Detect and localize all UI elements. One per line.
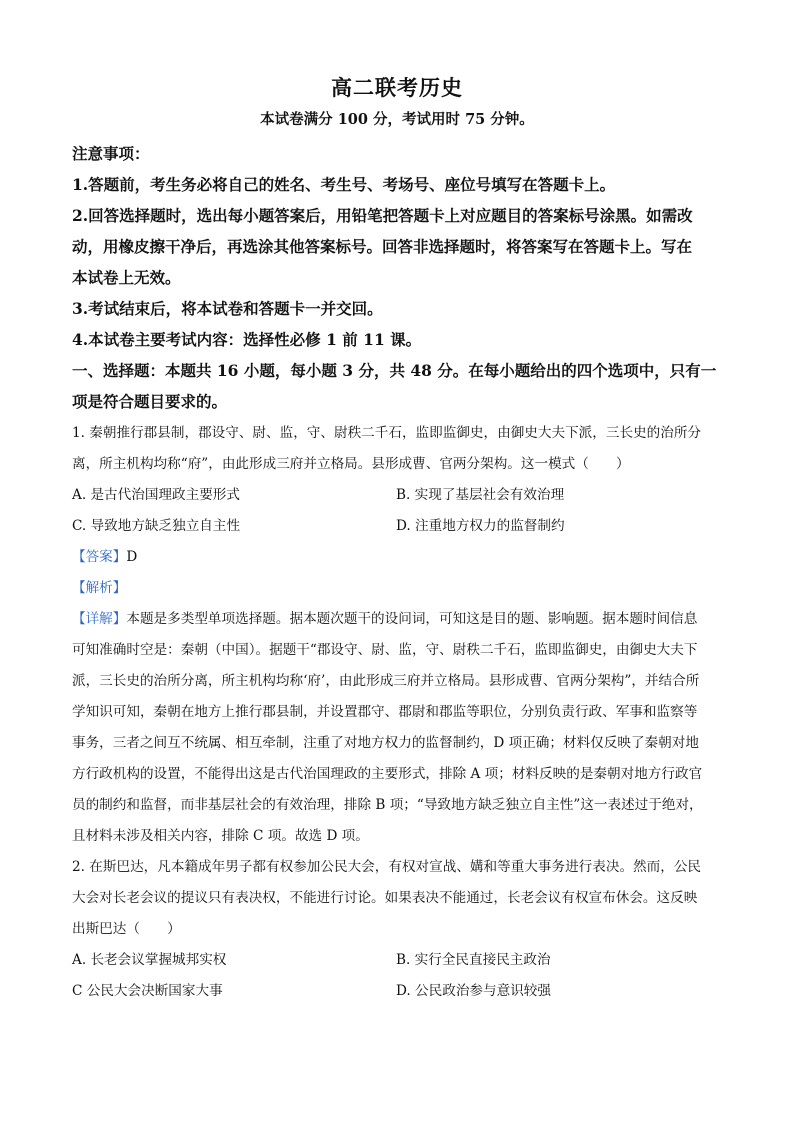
- detail-line: 方行政机构的设置，不能得出这是古代治国理政的主要形式，排除 A 项；材料反映的是秦朝对地方行政官: [72, 766, 703, 782]
- options-row: [72, 480, 722, 511]
- question-stem-line: 离，所主机构均称“府”，由此形成三府并立格局。县形成曹、官两分架构。这一模式（ ）: [72, 456, 630, 472]
- option-a: A. 是古代治国理政主要形式: [72, 487, 240, 503]
- options-row: [72, 976, 722, 1007]
- section-heading-line: 项是符合题目要求的。: [72, 392, 228, 411]
- question-2: [72, 852, 722, 1007]
- notice-item: 动，用橡皮擦干净后，再选涂其他答案标号。回答非选择题时，将答案写在答题卡上。写在: [72, 237, 693, 256]
- analysis-line: [72, 573, 722, 604]
- question-stem-line: 出斯巴达（ ）: [72, 921, 181, 937]
- analysis-label: 【解析】: [72, 580, 127, 596]
- options-row: [72, 511, 722, 542]
- notice-item: 4.本试卷主要考试内容：选择性必修 1 前 11 课。: [72, 330, 422, 349]
- question-stem-line: 1. 秦朝推行郡县制，郡设守、尉、监，守、尉秩二千石，监即监御史，由御史大夫下派，三长史的治所分: [72, 425, 702, 441]
- option-a: A. 长老会议掌握城邦实权: [72, 952, 227, 968]
- detail-label: 【详解】: [72, 611, 127, 627]
- answer-line: [72, 542, 722, 573]
- notice-heading: 注意事项：: [72, 144, 150, 163]
- detail-line: 可知准确时空是：秦朝（中国）。据题干“郡设守、尉、监，守、尉秩二千石，监即监御史，由御史大夫下: [72, 642, 698, 658]
- question-stem-line: 2. 在斯巴达，凡本籍成年男子都有权参加公民大会，有权对宣战、媾和等重大事务进行表决。然而，公民: [72, 859, 702, 875]
- page-subtitle: 本试卷满分 100 分，考试用时 75 分钟。: [260, 111, 534, 128]
- option-d: D. 公民政治参与意识较强: [396, 983, 551, 999]
- option-d: D. 注重地方权力的监督制约: [396, 518, 565, 534]
- answer-value: D: [126, 549, 138, 565]
- notice-item: 1.答题前，考生务必将自己的姓名、考生号、考场号、座位号填写在答题卡上。: [72, 175, 616, 194]
- detail-line: 且材料未涉及相关内容，排除 C 项。故选 D 项。: [72, 828, 369, 844]
- options-row: [72, 945, 722, 976]
- notice-item: 本试卷上无效。: [72, 268, 181, 287]
- option-c: C 公民大会决断国家大事: [72, 983, 223, 999]
- question-stem-line: 大会对长老会议的提议只有表决权，不能进行讨论。如果表决不能通过，长老会议有权宣布休会。这反映: [72, 890, 698, 906]
- page-title: 高二联考历史: [331, 76, 463, 100]
- option-c: C. 导致地方缺乏独立自主性: [72, 518, 241, 534]
- detail-text: 本题是多类型单项选择题。据本题次题干的设问词，可知这是目的题、影响题。据本题时间信息: [126, 611, 698, 627]
- section-heading-line: 一、选择题：本题共 16 小题，每小题 3 分，共 48 分。在每小题给出的四个选项中，只有一: [72, 361, 717, 380]
- option-b: B. 实行全民直接民主政治: [396, 952, 551, 968]
- detail-line: 事务，三者之间互不统属、相互牵制，注重了对地方权力的监督制约，D 项正确；材料仅反映了秦朝对地: [72, 735, 699, 751]
- detail-line: 员的制约和监督，而非基层社会的有效治理，排除 B 项；“导致地方缺乏独立自主性”这一表述过于绝对，: [72, 797, 703, 813]
- notice-item: 3.考试结束后，将本试卷和答题卡一并交回。: [72, 299, 383, 318]
- detail-line: 学知识可知，秦朝在地方上推行郡县制，并设置郡守、郡尉和郡监等职位，分别负责行政、军事和监察等: [72, 704, 698, 720]
- question-1: [72, 418, 722, 852]
- detail-line: 派，三长史的治所分离，所主机构均称‘府’，由此形成三府并立格局。县形成曹、官两分架构”，并结合所: [72, 673, 700, 689]
- notice-section: [72, 138, 722, 417]
- answer-label: 【答案】: [72, 549, 127, 565]
- detail-line: [72, 604, 722, 635]
- notice-item: 2.回答选择题时，选出每小题答案后，用铅笔把答题卡上对应题目的答案标号涂黑。如需改: [72, 206, 693, 225]
- option-b: B. 实现了基层社会有效治理: [396, 487, 565, 503]
